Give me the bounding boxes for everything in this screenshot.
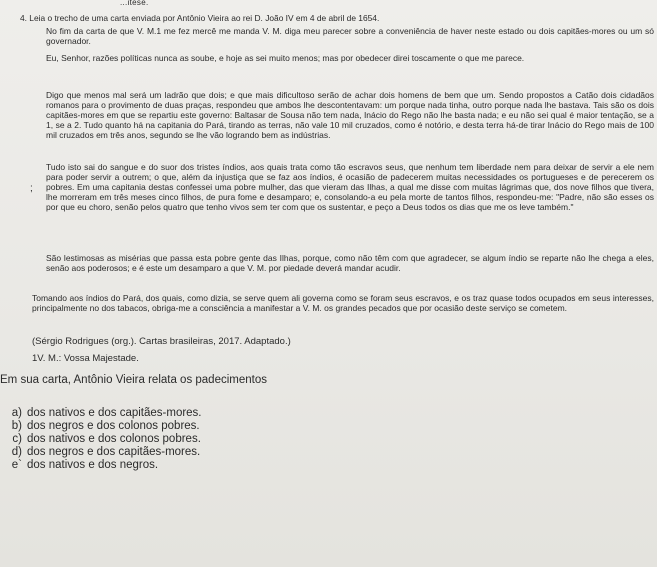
paragraph-2-text: Eu, Senhor, razões políticas nunca as soube, e hoje as sei muito menos; mas por obedecer direi toscamente o que me parece. bbox=[46, 53, 525, 63]
paragraph-4 bbox=[46, 162, 654, 212]
option-e-text: dos nativos e dos negros. bbox=[27, 459, 159, 471]
paragraph-5 bbox=[46, 253, 654, 273]
previous-question-fragment: ...itese. bbox=[120, 0, 149, 7]
source-reference: (Sérgio Rodrigues (org.). Cartas brasileiras, 2017. Adaptado.) bbox=[32, 336, 291, 347]
option-c[interactable] bbox=[8, 433, 202, 446]
option-c-letter: c) bbox=[12, 433, 22, 445]
option-a[interactable] bbox=[8, 407, 202, 420]
option-e-letter: e` bbox=[11, 459, 22, 471]
option-a-text: dos nativos e dos capitães-mores. bbox=[27, 407, 202, 419]
paragraph-3 bbox=[46, 90, 654, 140]
option-c-text: dos nativos e dos colonos pobres. bbox=[27, 433, 201, 445]
paragraph-2 bbox=[46, 53, 654, 63]
glossary-note: 1V. M.: Vossa Majestade. bbox=[32, 353, 139, 364]
option-b-letter: b) bbox=[11, 420, 22, 432]
margin-mark: ; bbox=[30, 183, 33, 194]
question-intro: 4. Leia o trecho de uma carta enviada por Antônio Vieira ao rei D. João IV em 4 de abril de 1654. bbox=[20, 13, 380, 23]
option-a-letter: a) bbox=[11, 407, 22, 419]
paragraph-6 bbox=[32, 293, 654, 313]
paragraph-5-text: São lestimosas as misérias que passa esta pobre gente das Ilhas, porque, como não têm com que agradecer, se algum índio se reparte não lhe chega a eles, senão aos poderosos; e é este um desamparo a que V. M. por piedade deverá mandar acudir. bbox=[46, 253, 654, 273]
option-b-text: dos negros e dos colonos pobres. bbox=[27, 420, 200, 432]
question-prompt: Em sua carta, Antônio Vieira relata os padecimentos bbox=[0, 374, 267, 386]
paragraph-1 bbox=[46, 26, 654, 46]
answer-options bbox=[8, 407, 202, 472]
paragraph-4-text: Tudo isto sai do sangue e do suor dos tristes índios, aos quais trata como tão escravos seus, que nenhum tem liberdade nem para deixar de servir a ele nem para poder servir a outrem; o que, além da injustiça que se faz aos índios, é ocasião de padecerem muitas necessidades os portugueses e de perecerem os pobres. Em uma capitania destas confessei uma pobre mulher, das que vieram das Ilhas, a qual me disse com muitas lágrimas que, dos nove filhos que tivera, lhe morreram em três meses cinco filhos, de pura fome e desamparo; e, consolando-a eu pela morte de tantos filhos, respondeu-me: "Padre, não são esses os por que eu choro, senão pelos quatro que tenho vivos sem ter com que os sustentar, e peço a Deus todos os dias que me os leve também." bbox=[46, 162, 654, 212]
option-b[interactable] bbox=[8, 420, 202, 433]
paragraph-6-text: Tomando aos índios do Pará, dos quais, como dizia, se serve quem ali governa como se foram seus escravos, e os traz quase todos ocupados em seus interesses, principalmente no dos tabacos, obriga-me a consciência a manifestar a V. M. os grandes pecados que por ocasião deste serviço se cometem. bbox=[32, 293, 654, 313]
option-d[interactable] bbox=[8, 446, 202, 459]
paragraph-3-text: Digo que menos mal será um ladrão que dois; e que mais dificultoso serão de achar dois homens de bem que um. Sendo propostos a Catão dois cidadãos romanos para o provimento de duas praças, respondeu que ambos lhe descontentavam: um porque nada tinha, outro porque nada lhe bastava. Tais são os dois capitães-mores em que se repartiu este governo: Baltasar de Sousa não tem nada, Inácio do Rego não lhe basta nada; e eu não sei qual é maior tentação, se a 1, se a 2. Tudo quanto há na capitania do Pará, tirando as terras, não vale 10 mil cruzados, como é notório, e desta terra há-de tirar Inácio do Rego mais de 100 mil cruzados em três anos, segundo se lhe vão logrando bem as indústrias. bbox=[46, 90, 654, 140]
paragraph-1-text: No fim da carta de que V. M.1 me fez mercê me manda V. M. diga meu parecer sobre a conveniência de haver neste estado ou dois capitães-mores ou um só governador. bbox=[46, 26, 654, 46]
option-d-letter: d) bbox=[11, 446, 22, 458]
option-e[interactable] bbox=[8, 459, 202, 472]
option-d-text: dos negros e dos capitães-mores. bbox=[27, 446, 201, 458]
